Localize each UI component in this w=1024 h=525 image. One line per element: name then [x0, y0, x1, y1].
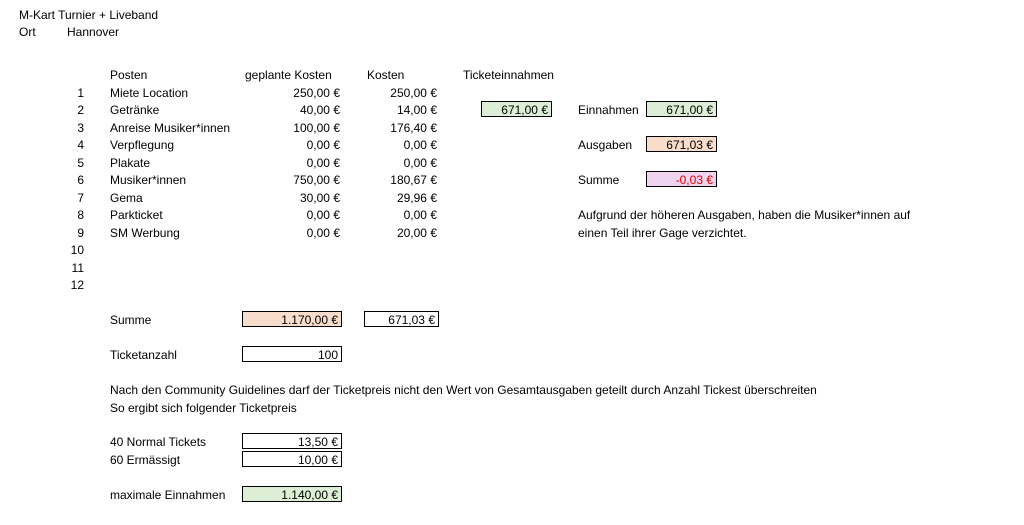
- ermaessigt-label: 60 Ermässigt: [110, 453, 181, 467]
- max-einnahmen-label: maximale Einnahmen: [110, 488, 226, 502]
- ort-value: Hannover: [67, 25, 120, 39]
- row-geplant: 0,00 €: [306, 208, 340, 222]
- ermaessigt-price[interactable]: 10,00 €: [242, 451, 342, 467]
- note-line-2: einen Teil ihrer Gage verzichtet.: [578, 226, 747, 240]
- row-posten: Anreise Musiker*innen: [110, 121, 231, 135]
- row-number: 10: [70, 243, 84, 257]
- row-number: 1: [77, 86, 84, 100]
- row-kosten: 14,00 €: [396, 103, 437, 117]
- row-number: 12: [70, 278, 84, 292]
- row-geplant: 40,00 €: [299, 103, 340, 117]
- row-posten: Musiker*innen: [110, 173, 187, 187]
- summe-label: Summe: [578, 173, 620, 187]
- row-number: 8: [77, 208, 84, 222]
- row-kosten: 20,00 €: [396, 226, 437, 240]
- guideline-line-2: So ergibt sich folgender Ticketpreis: [110, 401, 297, 415]
- row-geplant: 0,00 €: [306, 226, 340, 240]
- row-geplant: 0,00 €: [306, 138, 340, 152]
- col-header-geplant: geplante Kosten: [245, 68, 332, 82]
- row-kosten: 0,00 €: [403, 138, 437, 152]
- col-header-posten: Posten: [110, 68, 148, 82]
- row-posten: Gema: [110, 191, 143, 205]
- row-posten: Parkticket: [110, 208, 163, 222]
- summe-value[interactable]: -0,03 €: [646, 171, 717, 187]
- ausgaben-value[interactable]: 671,03 €: [646, 136, 717, 152]
- row-posten: SM Werbung: [110, 226, 180, 240]
- ausgaben-label: Ausgaben: [578, 138, 633, 152]
- row-posten: Plakate: [110, 156, 151, 170]
- row-number: 3: [77, 121, 84, 135]
- sheet-title: M-Kart Turnier + Liveband: [19, 8, 159, 22]
- geplant-total[interactable]: 1.170,00 €: [242, 311, 342, 327]
- row-number: 6: [77, 173, 84, 187]
- row-posten: Getränke: [110, 103, 160, 117]
- col-header-kosten: Kosten: [367, 68, 405, 82]
- row-kosten: 0,00 €: [403, 156, 437, 170]
- row-geplant: 30,00 €: [299, 191, 340, 205]
- row-kosten: 29,96 €: [396, 191, 437, 205]
- col-header-ticketeinnahmen: Ticketeinnahmen: [463, 68, 554, 82]
- ort-label: Ort: [19, 25, 36, 39]
- note-line-1: Aufgrund der höheren Ausgaben, haben die Musiker*innen auf: [578, 208, 911, 222]
- guideline-line-1: Nach den Community Guidelines darf der Ticketpreis nicht den Wert von Gesamtausgaben geteilt durch Anzahl Tickest überschreiten: [110, 383, 817, 397]
- row-geplant: 100,00 €: [293, 121, 340, 135]
- row-kosten: 250,00 €: [390, 86, 437, 100]
- row-geplant: 750,00 €: [293, 173, 340, 187]
- normal-tickets-label: 40 Normal Tickets: [110, 435, 207, 449]
- einnahmen-label: Einnahmen: [578, 103, 639, 117]
- ticketanzahl-label: Ticketanzahl: [110, 348, 177, 362]
- row-posten: Miete Location: [110, 86, 189, 100]
- kosten-total[interactable]: 671,03 €: [364, 311, 439, 327]
- row-kosten: 180,67 €: [390, 173, 437, 187]
- max-einnahmen-value[interactable]: 1.140,00 €: [242, 486, 342, 502]
- row-number: 2: [77, 103, 84, 117]
- normal-tickets-price[interactable]: 13,50 €: [242, 433, 342, 449]
- row-number: 9: [77, 226, 84, 240]
- row-geplant: 0,00 €: [306, 156, 340, 170]
- einnahmen-value[interactable]: 671,00 €: [646, 101, 717, 117]
- row-kosten: 0,00 €: [403, 208, 437, 222]
- row-number: 11: [71, 261, 84, 275]
- row-number: 4: [77, 138, 84, 152]
- summe-row-label: Summe: [110, 313, 152, 327]
- row-number: 7: [77, 191, 84, 205]
- ticketanzahl-value[interactable]: 100: [242, 346, 342, 362]
- row-posten: Verpflegung: [110, 138, 175, 152]
- row-number: 5: [77, 156, 84, 170]
- row-kosten: 176,40 €: [390, 121, 437, 135]
- ticketeinnahmen-value[interactable]: 671,00 €: [481, 101, 552, 117]
- row-geplant: 250,00 €: [293, 86, 340, 100]
